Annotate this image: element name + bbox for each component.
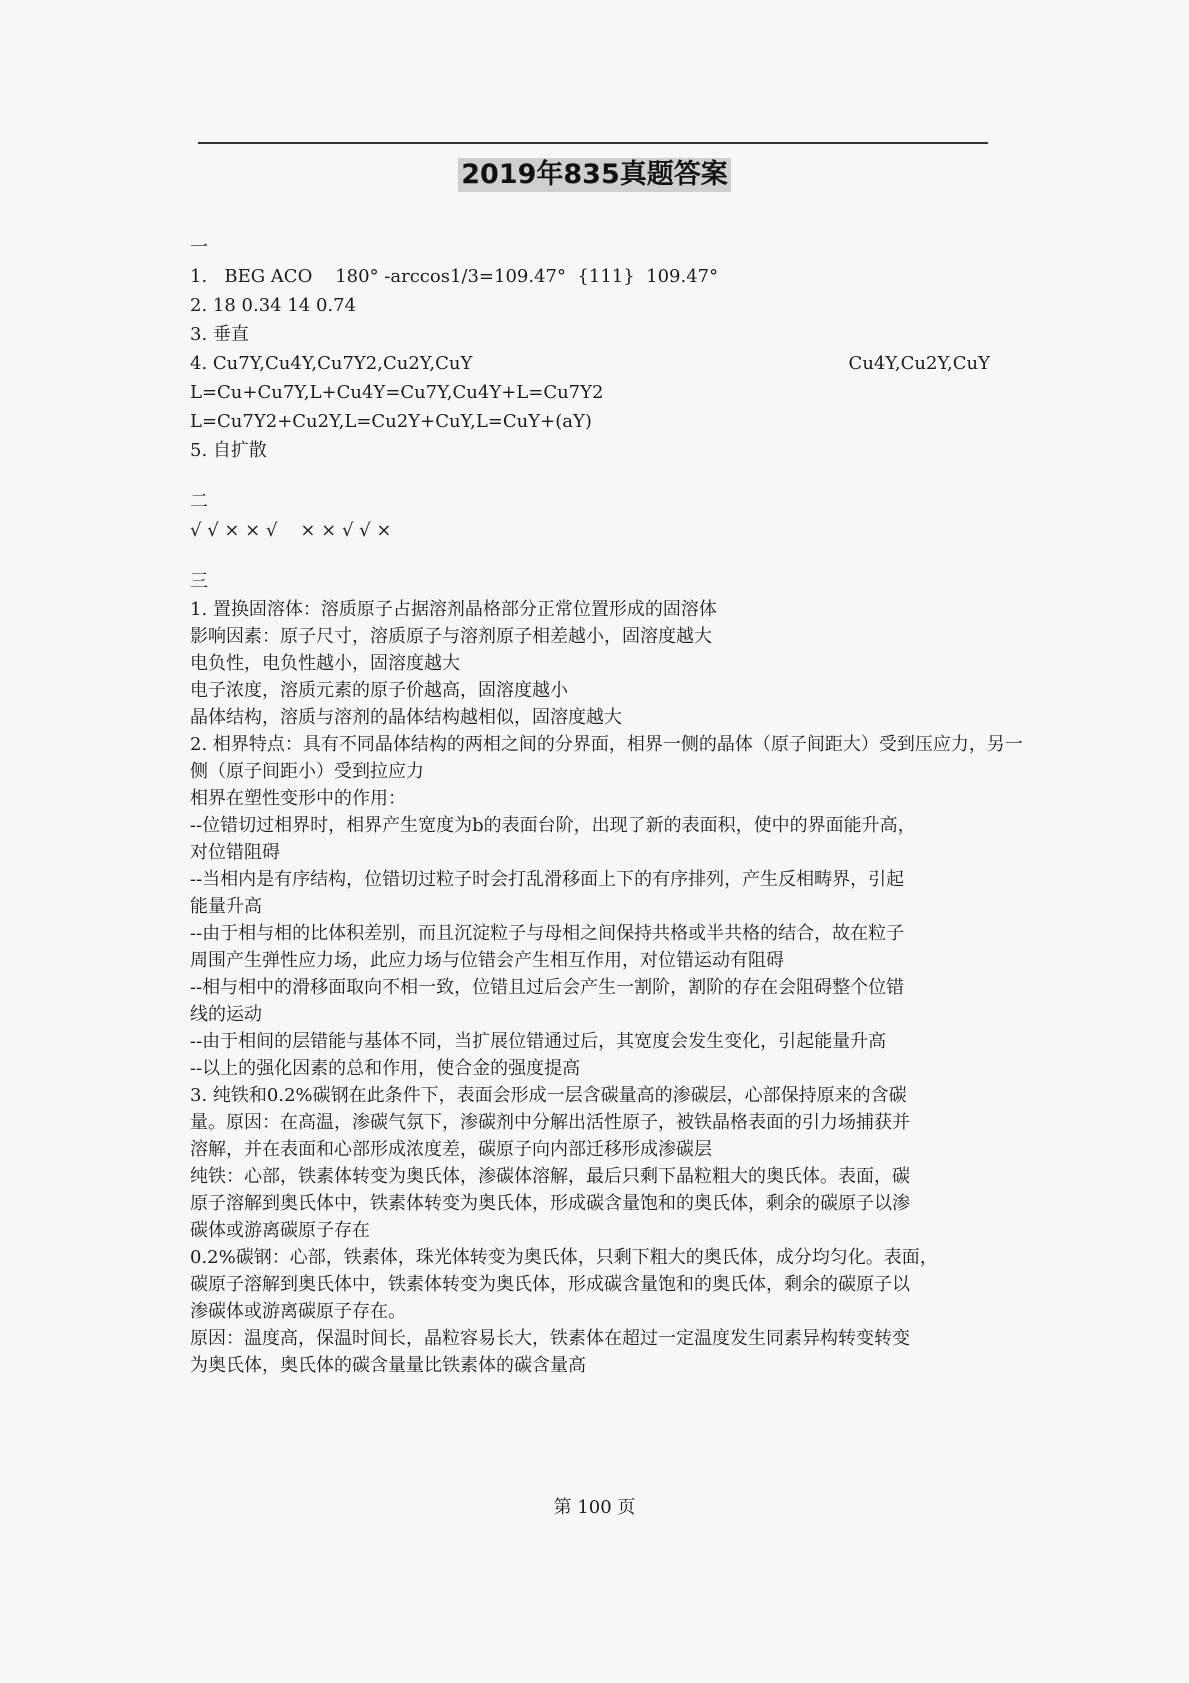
- section-3-line: 溶解，并在表面和心部形成浓度差，碳原子向内部迁移形成渗碳层: [190, 1139, 712, 1160]
- answer-1-4-row: [190, 349, 990, 378]
- section-3-line: --相与相中的滑移面取向不相一致，位错且过后会产生一割阶，割阶的存在会阻碍整个位错: [190, 977, 905, 998]
- answer-body: [190, 233, 1023, 1379]
- section-3-line: 线的运动: [190, 1004, 262, 1025]
- section-3-line: 原子溶解到奥氏体中，铁素体转变为奥氏体，形成碳含量饱和的奥氏体，剩余的碳原子以渗: [190, 1193, 910, 1214]
- section-3-line: --位错切过相界时，相界产生宽度为b的表面台阶，出现了新的表面积，使中的界面能升高，: [190, 815, 916, 836]
- answer-1-4-left: 4. Cu7Y,Cu4Y,Cu7Y2,Cu2Y,CuY: [190, 353, 473, 374]
- section-1-heading: 一: [190, 237, 208, 258]
- answer-1-4-line3: L=Cu7Y2+Cu2Y,L=Cu2Y+CuY,L=CuY+(aY): [190, 411, 592, 432]
- section-3-line: 1. 置换固溶体：溶质原子占据溶剂晶格部分正常位置形成的固溶体: [190, 599, 717, 620]
- section-3-line: 为奥氏体，奥氏体的碳含量量比铁素体的碳含量高: [190, 1355, 586, 1376]
- section-3-line: --当相内是有序结构，位错切过粒子时会打乱滑移面上下的有序排列，产生反相畴界，引起: [190, 869, 905, 890]
- page-title: 2019年835真题答案: [458, 158, 731, 192]
- section-3-line: --由于相间的层错能与基体不同，当扩展位错通过后，其宽度会发生变化，引起能量升高: [190, 1031, 887, 1052]
- section-3-line: 相界在塑性变形中的作用：: [190, 788, 406, 809]
- header-rule: [198, 142, 988, 144]
- page-number: 第 100 页: [553, 1497, 636, 1518]
- section-3-line: 晶体结构，溶质与溶剂的晶体结构越相似，固溶度越大: [190, 707, 622, 728]
- section-3-line: 能量升高: [190, 896, 262, 917]
- answer-1-1: 1. BEG ACO 180° -arccos1/3=109.47° {111} 109.47°: [190, 266, 719, 287]
- section-3-line: 原因：温度高，保温时间长，晶粒容易长大，铁素体在超过一定温度发生同素异构转变转变: [190, 1328, 910, 1349]
- answer-1-3: 3. 垂直: [190, 324, 249, 345]
- section-3-lines: [190, 596, 1023, 1379]
- answer-1-4-line2: L=Cu+Cu7Y,L+Cu4Y=Cu7Y,Cu4Y+L=Cu7Y2: [190, 382, 604, 403]
- section-3-line: 3. 纯铁和0.2%碳钢在此条件下，表面会形成一层含碳量高的渗碳层，心部保持原来的含碳: [190, 1085, 907, 1106]
- answer-1-4-right: Cu4Y,Cu2Y,CuY: [848, 353, 990, 374]
- section-3-line: 量。原因：在高温，渗碳气氛下，渗碳剂中分解出活性原子，被铁晶格表面的引力场捕获并: [190, 1112, 910, 1133]
- section-3-line: 电子浓度，溶质元素的原子价越高，固溶度越小: [190, 680, 568, 701]
- section-3-line: 周围产生弹性应力场，此应力场与位错会产生相互作用，对位错运动有阻碍: [190, 950, 784, 971]
- section-3-line: 对位错阻碍: [190, 842, 280, 863]
- section-3-line: 渗碳体或游离碳原子存在。: [190, 1301, 406, 1322]
- section-3-line: 纯铁：心部，铁素体转变为奥氏体，渗碳体溶解，最后只剩下晶粒粗大的奥氏体。表面，碳: [190, 1166, 910, 1187]
- section-3-line: 侧（原子间距小）受到拉应力: [190, 761, 424, 782]
- section-3-line: 碳体或游离碳原子存在: [190, 1220, 370, 1241]
- section-3-line: 电负性，电负性越小，固溶度越大: [190, 653, 460, 674]
- answer-1-5: 5. 自扩散: [190, 440, 267, 461]
- section-3-line: --以上的强化因素的总和作用，使合金的强度提高: [190, 1058, 581, 1079]
- section-2-heading: 二: [190, 491, 208, 512]
- section-3-line: 2. 相界特点：具有不同晶体结构的两相之间的分界面，相界一侧的晶体（原子间距大）受到压应力，另一: [190, 734, 1023, 755]
- section-3-heading: 三: [190, 571, 208, 592]
- section-3-line: 碳原子溶解到奥氏体中，铁素体转变为奥氏体，形成碳含量饱和的奥氏体，剩余的碳原子以: [190, 1274, 910, 1295]
- answer-1-2: 2. 18 0.34 14 0.74: [190, 295, 357, 316]
- section-3-line: 影响因素：原子尺寸，溶质原子与溶剂原子相差越小，固溶度越大: [190, 626, 712, 647]
- section-3-line: --由于相与相的比体积差别，而且沉淀粒子与母相之间保持共格或半共格的结合，故在粒子: [190, 923, 905, 944]
- section-3-line: 0.2%碳钢：心部，铁素体，珠光体转变为奥氏体，只剩下粗大的奥氏体，成分均匀化。表面，: [190, 1247, 938, 1268]
- true-false-answers: √ √ × × √ × × √ √ ×: [190, 520, 392, 541]
